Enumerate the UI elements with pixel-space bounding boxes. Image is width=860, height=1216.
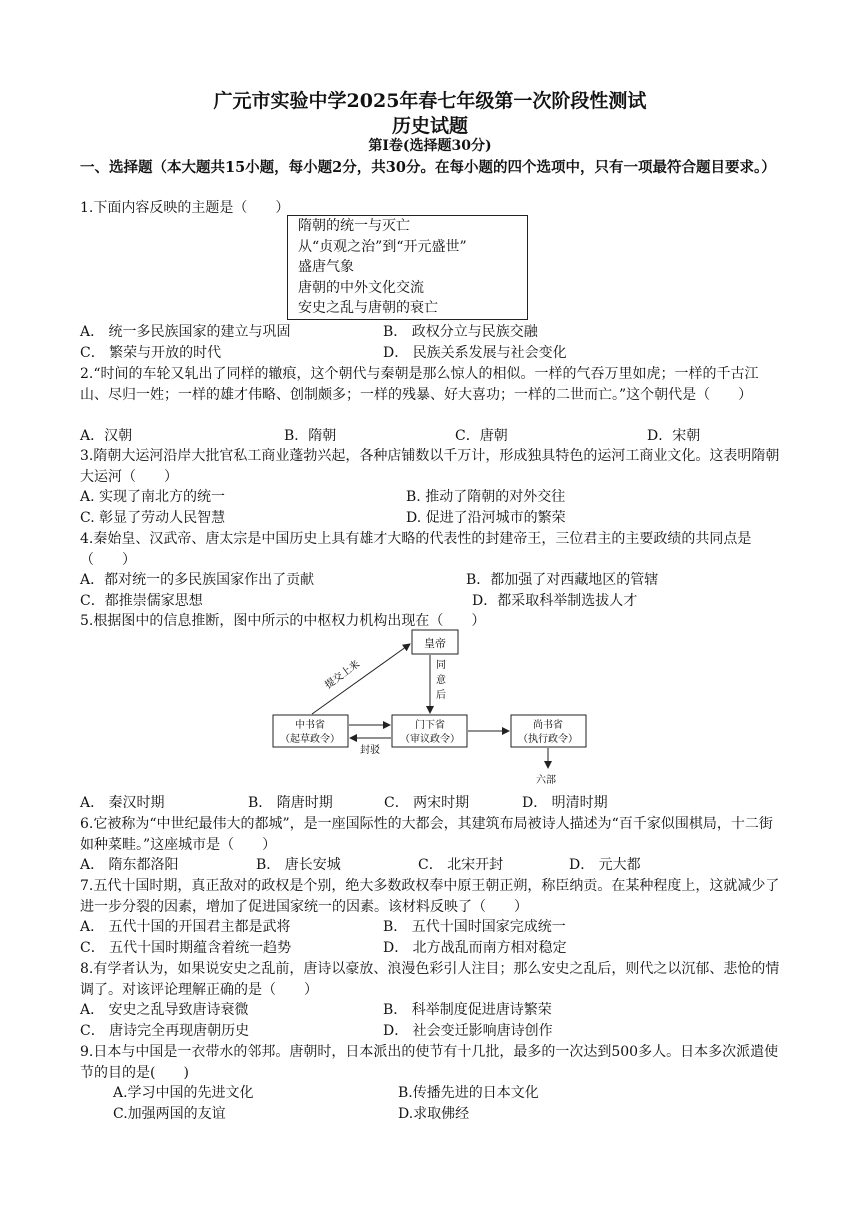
agree-label-3: 后 xyxy=(436,690,446,701)
option-d[interactable]: D． 北方战乱而南方相对稳定 xyxy=(383,940,567,956)
part-title: 第Ⅰ卷(选择题30分) xyxy=(368,138,492,154)
question-3-stem: 3.隋朝大运河沿岸大批官私工商业蓬勃兴起，各种店铺数以千万计，形成独具特色的运河工商业文化。这表明隋朝大运河（ ） xyxy=(80,448,780,485)
exam-title: 广元市实验中学2025年春七年级第一次阶段性测试 xyxy=(213,90,647,112)
option-a[interactable]: A．都对统一的多民族国家作出了贡献 xyxy=(80,572,315,588)
emperor-label: 皇帝 xyxy=(424,637,446,650)
option-c[interactable]: C． 两宋时期 xyxy=(384,795,470,811)
question-2-stem: 2.“时间的车轮又轧出了同样的辙痕，这个朝代与秦朝是那么惊人的相似。一样的气吞万里如虎；一样的千古江山、尽归一姓；一样的雄才伟略、创制颇多；一样的残暴、好大喜功；一样的二世而亡。”这个朝代是（ ） xyxy=(80,366,759,403)
material-line: 安史之乱与唐朝的衰亡 xyxy=(298,300,438,317)
option-a[interactable]: A． 隋东都洛阳 xyxy=(80,857,179,873)
question-5-stem: 5.根据图中的信息推断，图中所示的中枢权力机构出现在（ ） xyxy=(80,613,486,629)
question-1-stem: 1.下面内容反映的主题是（ ） xyxy=(80,200,290,216)
subject-title: 历史试题 xyxy=(391,115,468,137)
option-c[interactable]: C． 五代十国时期蕴含着统一趋势 xyxy=(80,940,292,956)
question-7-stem: 7.五代十国时期，真正敌对的政权是个别，绝大多数政权奉中原王朝正朔，称臣纳贡。在某种程度上，这就减少了进一步分裂的因素，增加了促进国家统一的因素。该材料反映了（ ） xyxy=(80,878,780,915)
material-line: 唐朝的中外文化交流 xyxy=(298,279,424,296)
question-4-stem: 4.秦始皇、汉武帝、唐太宗是中国历史上具有雄才大略的代表性的封建帝王，三位君主的主要政绩的共同点是（ ） xyxy=(80,531,752,568)
option-d[interactable]: D． 民族关系发展与社会变化 xyxy=(383,345,567,361)
option-b[interactable]: B．隋朝 xyxy=(284,428,337,444)
material-line: 隋朝的统一与灭亡 xyxy=(298,218,410,234)
menxia-label: 门下省 xyxy=(415,720,445,731)
reject-label: 封驳 xyxy=(360,745,380,756)
option-a[interactable]: A． 五代十国的开国君主都是武将 xyxy=(80,919,291,935)
option-a[interactable]: A． 秦汉时期 xyxy=(80,795,165,811)
option-d[interactable]: D. 促进了沿河城市的繁荣 xyxy=(406,510,566,526)
option-c[interactable]: C．都推崇儒家思想 xyxy=(80,593,203,609)
option-d[interactable]: D． 明清时期 xyxy=(522,795,608,811)
option-a[interactable]: A． 统一多民族国家的建立与巩固 xyxy=(80,324,291,340)
agree-label-2: 意 xyxy=(436,675,446,686)
shangshu-label: 尚书省 xyxy=(533,720,563,731)
option-b[interactable]: B． 五代十国时国家完成统一 xyxy=(383,919,566,935)
option-c[interactable]: C． 唐诗完全再现唐朝历史 xyxy=(80,1023,250,1039)
option-b[interactable]: B． 政权分立与民族交融 xyxy=(383,324,538,340)
menxia-role: （审议政令） xyxy=(400,734,460,745)
option-c[interactable]: C．唐朝 xyxy=(455,428,508,444)
option-b[interactable]: B． 科举制度促进唐诗繁荣 xyxy=(383,1002,552,1018)
option-c[interactable]: C． 北宋开封 xyxy=(418,857,504,873)
question-8-stem: 8.有学者认为，如果说安史之乱前，唐诗以豪放、浪漫色彩引人注目；那么安史之乱后，则代之以沉郁、悲怆的情调了。对该评论理解正确的是（ ） xyxy=(80,961,780,998)
option-d[interactable]: D．都采取科举制选拔人才 xyxy=(472,593,638,609)
zhongshu-role: （起草政令） xyxy=(280,734,340,745)
option-a[interactable]: A.学习中国的先进文化 xyxy=(113,1085,254,1101)
zhongshu-label: 中书省 xyxy=(295,720,325,731)
option-c[interactable]: C. 彰显了劳动人民智慧 xyxy=(80,510,226,526)
option-c[interactable]: C.加强两国的友谊 xyxy=(113,1106,226,1122)
option-b[interactable]: B． 隋唐时期 xyxy=(248,795,333,811)
option-a[interactable]: A. 实现了南北方的统一 xyxy=(80,489,226,505)
power-structure-diagram xyxy=(260,628,600,788)
question-1-material-box xyxy=(287,215,528,320)
material-line: 从“贞观之治”到“开元盛世” xyxy=(298,238,467,255)
option-d[interactable]: D． 元大都 xyxy=(569,857,641,873)
shangshu-role: （执行政令） xyxy=(518,734,578,745)
option-a[interactable]: A．汉朝 xyxy=(80,428,133,444)
option-b[interactable]: B． 唐长安城 xyxy=(256,857,341,873)
option-d[interactable]: D．宋朝 xyxy=(647,428,701,444)
option-d[interactable]: D． 社会变迁影响唐诗创作 xyxy=(383,1023,553,1039)
question-9-stem: 9.日本与中国是一衣带水的邻邦。唐朝时，日本派出的使节有十几批，最多的一次达到500多人。日本多次派遣使节的目的是( ) xyxy=(80,1044,779,1081)
option-b[interactable]: B．都加强了对西藏地区的管辖 xyxy=(466,572,659,588)
question-6-stem: 6.它被称为“中世纪最伟大的都城”，是一座国际性的大都会，其建筑布局被诗人描述为“百千家似围棋局，十二街如种菜畦。”这座城市是（ ） xyxy=(80,816,773,853)
option-c[interactable]: C． 繁荣与开放的时代 xyxy=(80,345,222,361)
option-b[interactable]: B. 推动了隋朝的对外交往 xyxy=(406,489,566,505)
option-d[interactable]: D.求取佛经 xyxy=(398,1106,470,1122)
option-a[interactable]: A． 安史之乱导致唐诗衰微 xyxy=(80,1002,249,1018)
agree-label-1: 同 xyxy=(436,660,446,671)
option-b[interactable]: B.传播先进的日本文化 xyxy=(398,1085,539,1101)
six-ministries-label: 六部 xyxy=(536,775,556,786)
section-heading: 一、选择题（本大题共15小题，每小题2分，共30分。在每小题的四个选项中，只有一项最符合题目要求。） xyxy=(80,159,776,176)
material-line: 盛唐气象 xyxy=(298,259,354,276)
submit-label: 提交上来 xyxy=(323,658,362,692)
